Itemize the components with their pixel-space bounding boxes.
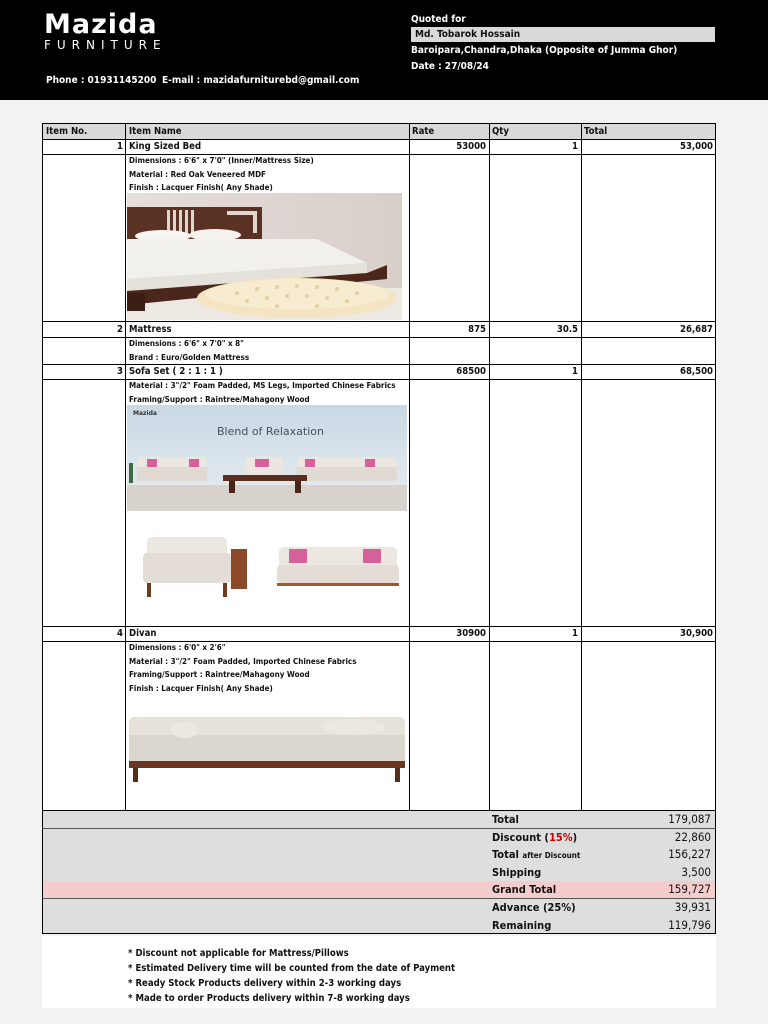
item-2-detail: Dimensions : 6'6" x 7'0" x 8" xyxy=(129,339,244,348)
sofa-set-illustration xyxy=(127,405,407,511)
summary-grand-total-label: Grand Total xyxy=(492,883,557,897)
quoted-for-label: Quoted for xyxy=(411,14,466,25)
sofa-banner-brand: Mazida xyxy=(133,410,157,417)
summary-after-discount-row xyxy=(43,846,715,864)
logo-main-text: Mazida xyxy=(44,9,158,40)
company-phone: Phone : 01931145200 xyxy=(46,75,157,86)
header-qty: Qty xyxy=(492,126,509,137)
header-item-no: Item No. xyxy=(46,126,88,137)
summary-shipping-label: Shipping xyxy=(492,865,542,879)
item-3-total: 68,500 xyxy=(680,366,713,377)
summary-shipping-row xyxy=(43,864,715,882)
header-rate: Rate xyxy=(412,126,435,137)
summary-shipping-value: 3,500 xyxy=(681,864,711,879)
item-3-no: 3 xyxy=(117,366,123,377)
note-item: * Ready Stock Products delivery within 2-3 working days xyxy=(128,978,402,989)
king-bed-illustration xyxy=(127,193,402,320)
note-item: * Discount not applicable for Mattress/Pillows xyxy=(128,948,349,959)
sofa-products-illustration xyxy=(127,513,407,618)
item-4-detail: Dimensions : 6'0" x 2'6" xyxy=(129,643,226,652)
quote-date: Date : 27/08/24 xyxy=(411,61,489,72)
item-2-rate: 875 xyxy=(468,324,486,335)
item-3-rate: 68500 xyxy=(456,366,486,377)
terms-notes xyxy=(42,936,716,1008)
divan-photo xyxy=(127,709,407,789)
item-4-rate: 30900 xyxy=(456,628,486,639)
sofa-set-product-photo xyxy=(127,513,407,618)
customer-name: Md. Tobarok Hossain xyxy=(411,27,715,42)
item-1-total: 53,000 xyxy=(680,141,713,152)
item-4-qty: 1 xyxy=(572,628,578,639)
customer-address: Baroipara,Chandra,Dhaka (Opposite of Jumma Ghor) xyxy=(411,45,678,56)
item-2-no: 2 xyxy=(117,324,123,335)
item-2-total: 26,687 xyxy=(680,324,713,335)
summary-after-discount-label: Total after Discount xyxy=(492,848,581,862)
king-bed-photo xyxy=(127,193,402,320)
item-1-rate: 53000 xyxy=(456,141,486,152)
quotation-header xyxy=(0,0,768,100)
summary-remaining-label: Remaining xyxy=(492,918,552,932)
header-total: Total xyxy=(584,126,608,137)
item-3-name: Sofa Set ( 2 : 1 : 1 ) xyxy=(129,366,223,377)
item-1-detail: Dimensions : 6'6" x 7'0" (Inner/Mattress Size) xyxy=(129,156,314,165)
summary-grand-total-value: 159,727 xyxy=(668,882,711,897)
totals-summary xyxy=(42,811,716,934)
summary-discount-value: 22,860 xyxy=(674,829,711,844)
item-2-detail: Brand : Euro/Golden Mattress xyxy=(129,352,250,362)
header-item-name: Item Name xyxy=(129,126,182,137)
summary-remaining-row xyxy=(43,917,715,935)
item-4-detail: Finish : Lacquer Finish( Any Shade) xyxy=(129,683,273,693)
item-3-detail: Material : 3"/2" Foam Padded, MS Legs, Imported Chinese Fabrics xyxy=(129,381,396,390)
item-1-no: 1 xyxy=(117,141,123,152)
summary-total-label: Total xyxy=(492,813,519,826)
item-1-qty: 1 xyxy=(572,141,578,152)
summary-advance-value: 39,931 xyxy=(674,900,711,914)
item-3-qty: 1 xyxy=(572,366,578,377)
item-4-name: Divan xyxy=(129,628,157,639)
item-1-detail: Material : Red Oak Veneered MDF xyxy=(129,169,266,179)
item-3-detail: Framing/Support : Raintree/Mahagony Wood xyxy=(129,394,310,404)
summary-advance-label: Advance (25%) xyxy=(492,901,576,914)
summary-discount-row xyxy=(43,829,715,847)
summary-after-discount-value: 156,227 xyxy=(668,847,711,862)
summary-total-row xyxy=(43,811,715,829)
discount-percent: 15% xyxy=(548,830,573,844)
item-2-qty: 30.5 xyxy=(556,324,578,335)
item-2-name: Mattress xyxy=(129,324,172,335)
company-logo xyxy=(44,10,189,51)
sofa-banner-caption: Blend of Relaxation xyxy=(217,425,324,438)
divan-illustration xyxy=(127,709,407,789)
logo-sub-text: FURNITURE xyxy=(44,38,167,52)
note-item: * Made to order Products delivery within 7-8 working days xyxy=(128,993,410,1004)
item-1-detail: Finish : Lacquer Finish( Any Shade) xyxy=(129,183,273,192)
item-1-name: King Sized Bed xyxy=(129,141,202,152)
item-4-detail: Framing/Support : Raintree/Mahagony Wood xyxy=(129,670,310,679)
summary-advance-row xyxy=(43,899,715,917)
summary-remaining-value: 119,796 xyxy=(668,917,711,932)
item-4-detail: Material : 3"/2" Foam Padded, Imported Chinese Fabrics xyxy=(129,656,357,666)
company-email: E-mail : mazidafurniturebd@gmail.com xyxy=(162,75,360,86)
note-item: * Estimated Delivery time will be counted from the date of Payment xyxy=(128,963,456,974)
summary-grand-total-row xyxy=(43,881,715,899)
item-4-no: 4 xyxy=(117,628,123,639)
summary-total-value: 179,087 xyxy=(668,812,711,826)
sofa-set-banner-photo xyxy=(127,405,407,511)
items-table xyxy=(42,123,716,811)
summary-discount-label: Discount (15%) xyxy=(492,830,578,844)
item-4-total: 30,900 xyxy=(680,628,713,639)
